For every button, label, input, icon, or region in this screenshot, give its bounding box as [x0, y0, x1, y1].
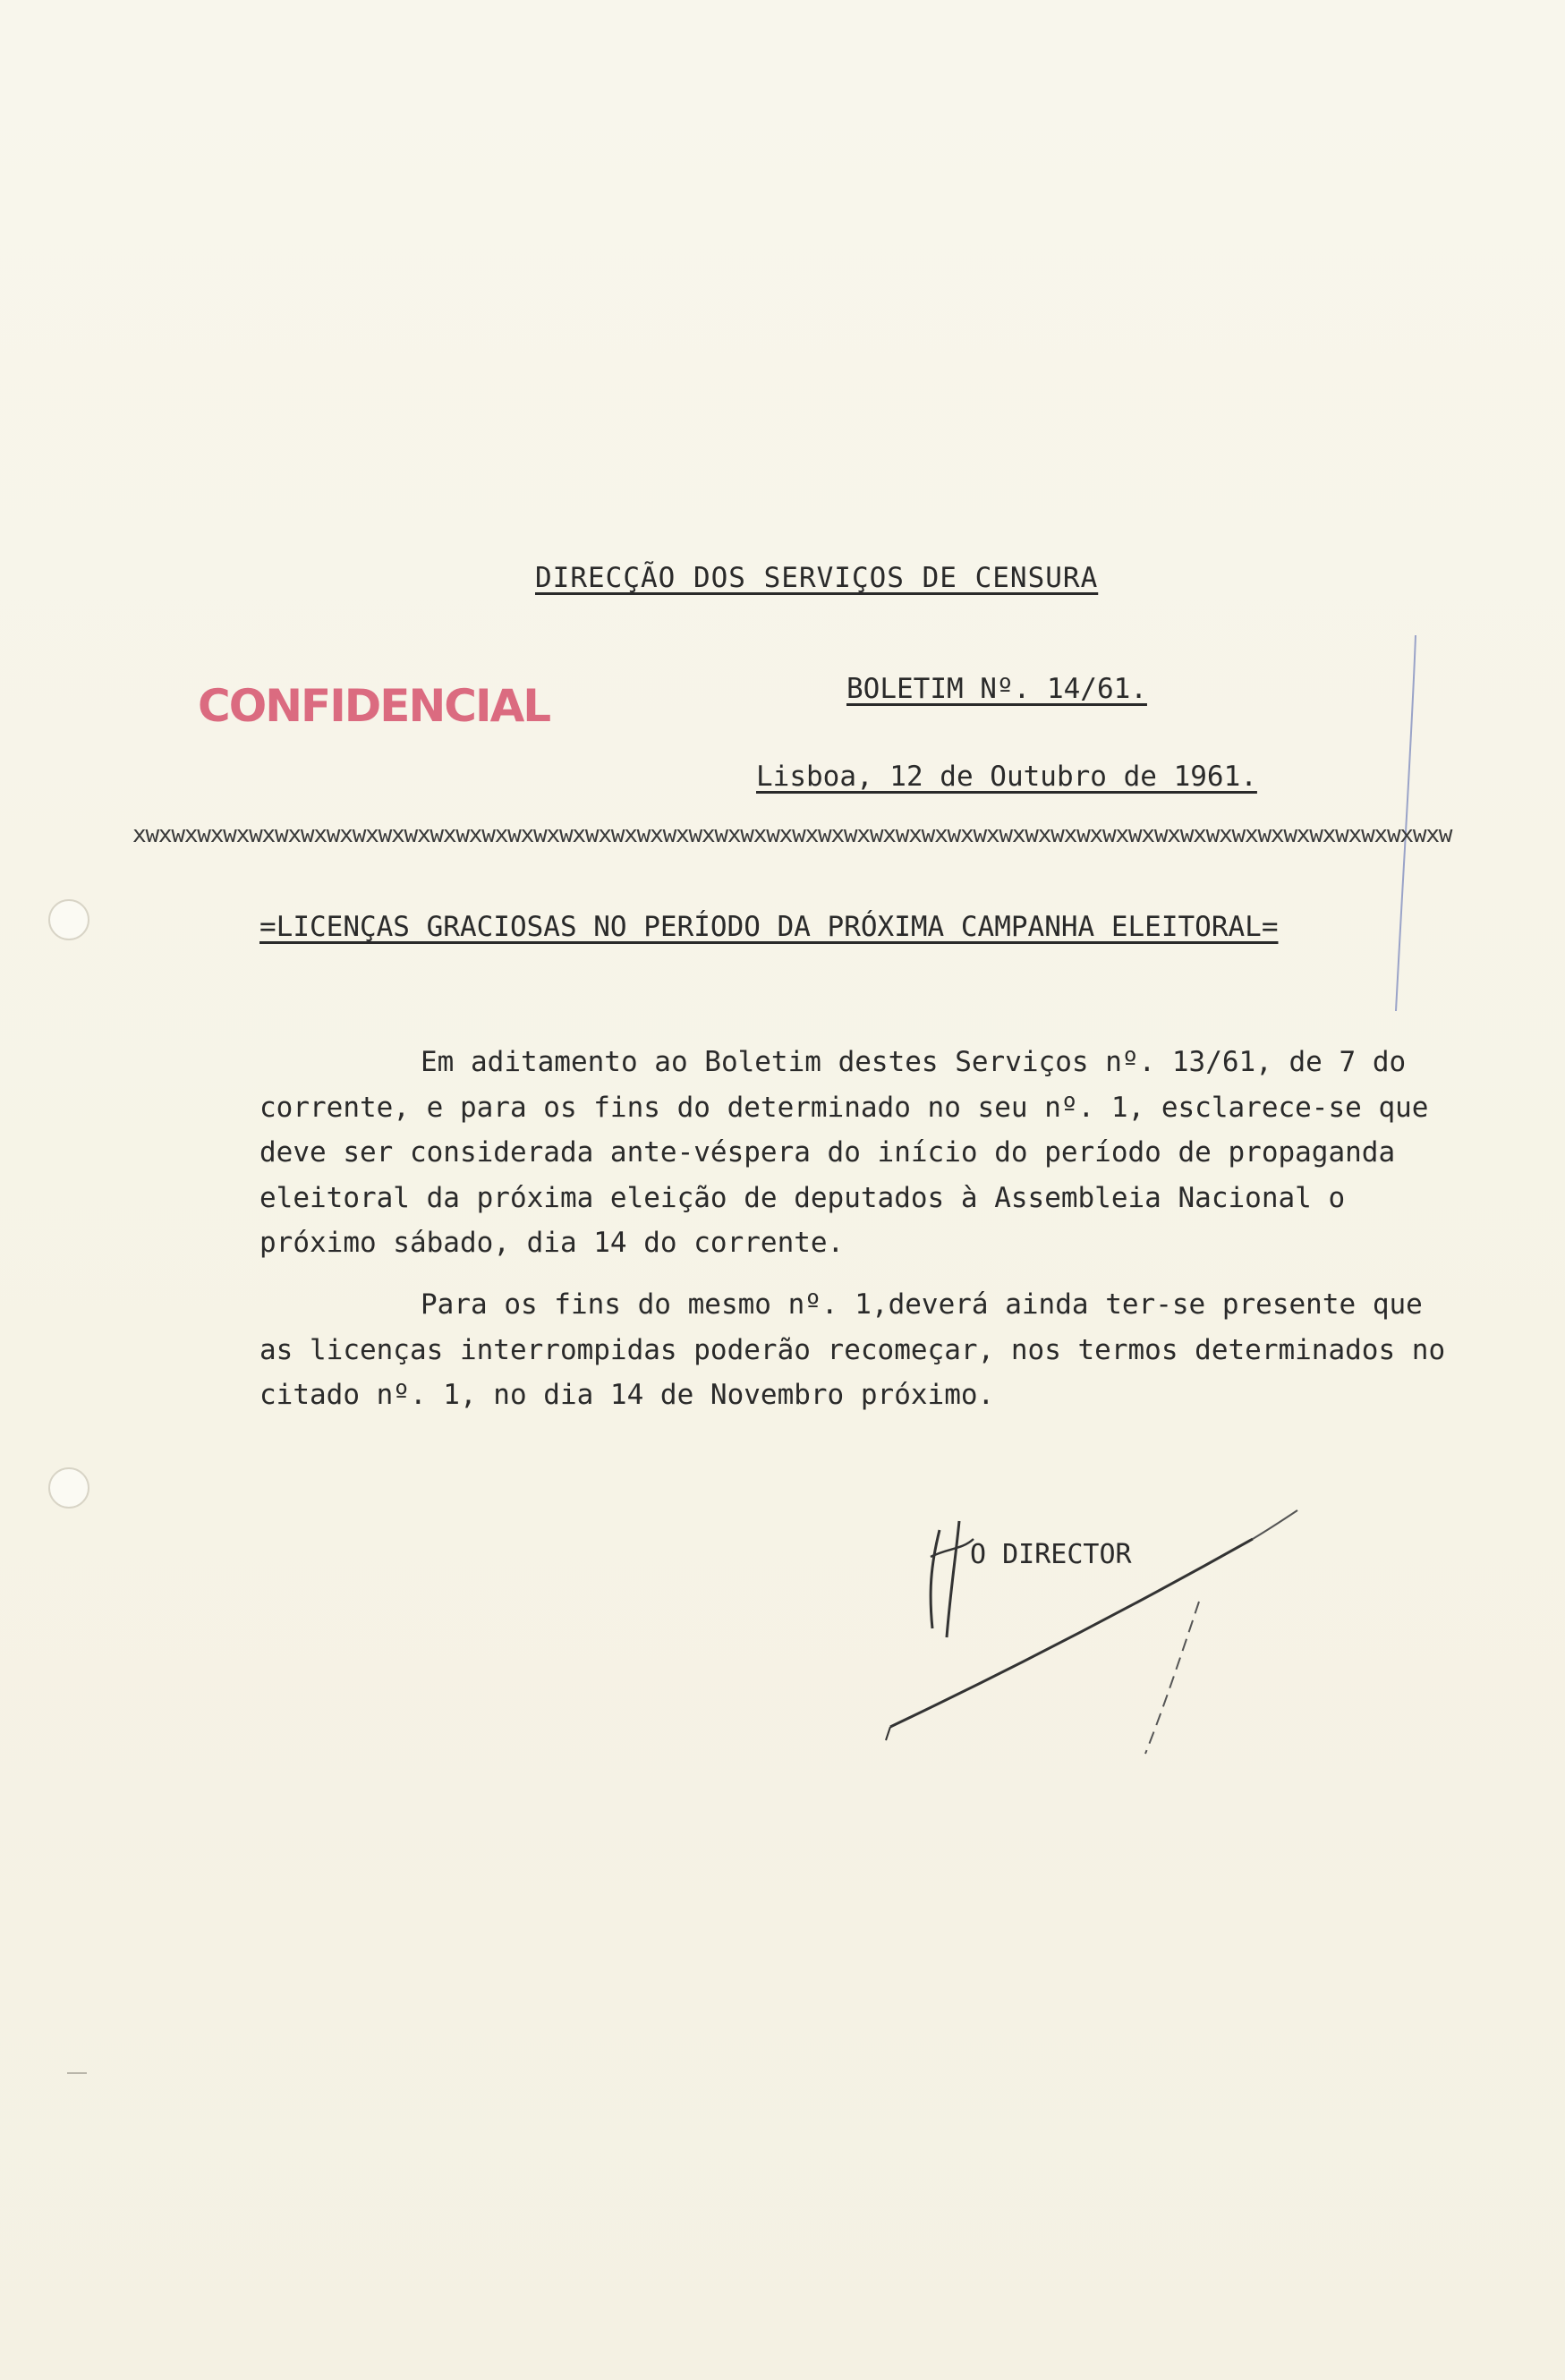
paragraph-1-text: Em aditamento ao Boletim destes Serviços nº. 13/61, de 7 do corrente, e para os fins do determinado no seu nº. 1, esclarece-se que deve ser considerada ante-véspera do início do período de propaganda eleitoral da próxima eleição de deputados à Assembleia Nacional o próximo sábado, dia 14 do corrente.	[259, 1046, 1446, 1259]
punch-hole-bottom	[48, 1467, 89, 1509]
signature-label: O DIRECTOR	[970, 1539, 1132, 1570]
office-heading: DIRECÇÃO DOS SERVIÇOS DE CENSURA	[535, 562, 1099, 594]
handwritten-signature	[877, 1485, 1342, 1772]
punch-hole-top	[48, 899, 89, 940]
margin-tick-mark	[67, 2072, 87, 2074]
subject-title: =LICENÇAS GRACIOSAS NO PERÍODO DA PRÓXIMA CAMPANHA ELEITORAL=	[259, 911, 1279, 943]
paragraph-2-text: Para os fins do mesmo nº. 1,deverá ainda ter-se presente que as licenças interrompidas poderão recomeçar, nos termos determinados no citado nº. 1, no dia 14 de Novembro próximo.	[259, 1288, 1462, 1411]
bulletin-number: BOLETIM Nº. 14/61.	[846, 673, 1147, 705]
place-and-date: Lisboa, 12 de Outubro de 1961.	[756, 761, 1257, 793]
body-paragraph-2	[259, 1282, 1462, 1418]
confidential-stamp: CONFIDENCIAL	[198, 680, 550, 732]
body-paragraph-1	[259, 1040, 1459, 1266]
typed-separator-line: xwxwxwxwxwxwxwxwxwxwxwxwxwxwxwxwxwxwxwxwxwxwxwxwxwxwxwxwxwxwxwxwxwxwxwxwxwxwxwxwxwxwxwxwxwxwxwxwxwxwxw	[132, 821, 1452, 848]
